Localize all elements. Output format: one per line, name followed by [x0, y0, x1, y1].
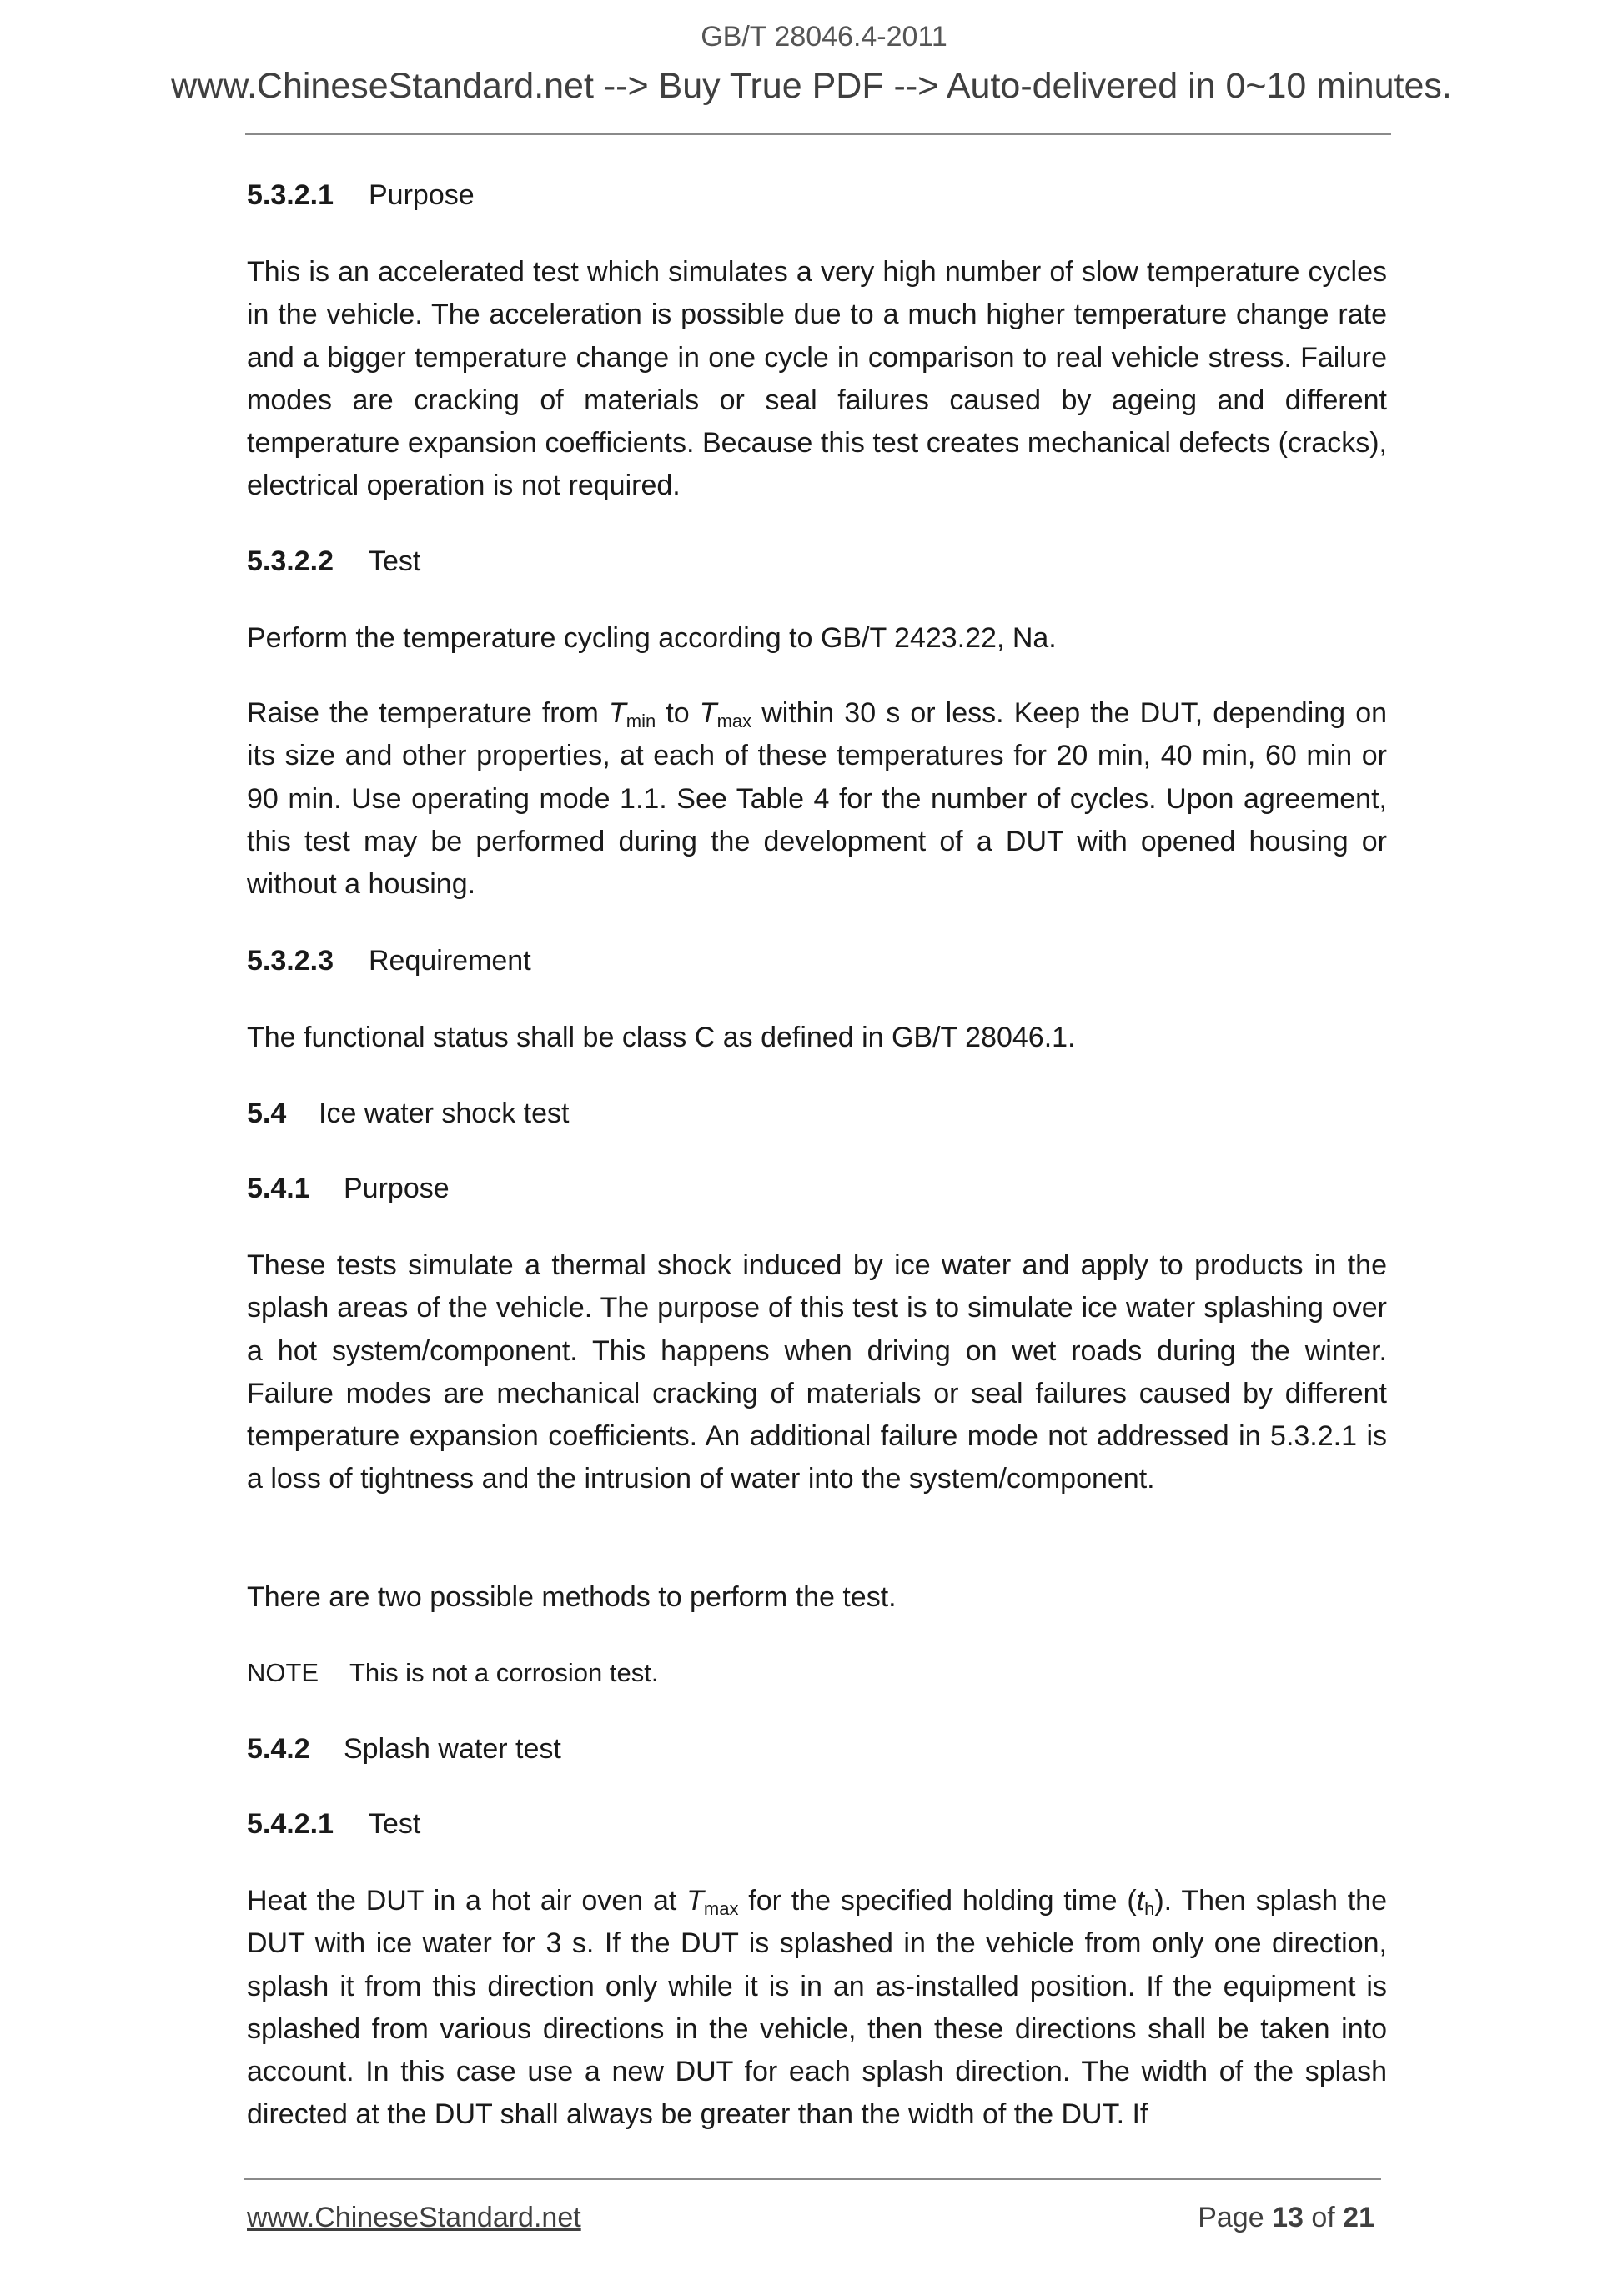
- section-title: Purpose: [369, 179, 475, 211]
- text: Raise the temperature from: [247, 697, 609, 729]
- paragraph-two-methods: There are two possible methods to perform the test.: [247, 1581, 897, 1613]
- page-of: of: [1311, 2202, 1335, 2233]
- page-indicator: [1198, 2202, 1374, 2234]
- section-title: Splash water test: [344, 1733, 561, 1765]
- subscript: max: [703, 1898, 739, 1919]
- heading-5-3-2-1: [247, 174, 1387, 217]
- paragraph-purpose: This is an accelerated test which simulates a very high number of slow temperature cycles in the vehicle. The acceleration is possible due to a much higher temperature change rate and a bigger temperature change in one cycle in comparison to real vehicle stress. Failure modes are cracking of materials or seal failures caused by ageing and different temperature expansion coefficients. Because this test creates mechanical defects (cracks), electrical operation is not required.: [247, 256, 1387, 502]
- section-title: Test: [369, 1808, 421, 1840]
- section-title: Ice water shock test: [319, 1098, 570, 1129]
- paragraph-perform: Perform the temperature cycling according to GB/T 2423.22, Na.: [247, 622, 1057, 654]
- text: to: [656, 697, 700, 729]
- text: ). Then splash the DUT with ice water for 3 s. If the DUT is splashed in the vehicle from only one direction, splash it from this direction only while it is in an as-installed position. If the equipment is splashed from various directions in the vehicle, then these directions shall be taken into account. In this case use a new DUT for each splash direction. The width of the splash directed at the DUT shall always be greater than the width of the DUT. If: [247, 1885, 1387, 2131]
- paragraph-splash-test: [247, 1880, 1387, 2137]
- header-rule: [245, 133, 1391, 135]
- subscript: h: [1144, 1898, 1155, 1919]
- subscript: max: [716, 711, 752, 731]
- symbol: t: [1136, 1885, 1145, 1917]
- heading-5-4-2-1: [247, 1803, 1387, 1846]
- page-current: 13: [1272, 2202, 1304, 2233]
- header-banner[interactable]: www.ChineseStandard.net --> Buy True PDF --> Auto-delivered in 0~10 minutes.: [171, 66, 1452, 106]
- note: [247, 1651, 1387, 1694]
- note-label: NOTE: [247, 1658, 319, 1687]
- page-total: 21: [1343, 2202, 1374, 2233]
- heading-5-3-2-3: [247, 940, 1387, 982]
- page-prefix: Page: [1198, 2202, 1264, 2233]
- subscript: min: [626, 711, 656, 731]
- section-number: 5.3.2.3: [247, 945, 334, 977]
- paragraph-raise-temperature: [247, 692, 1387, 906]
- paragraph-ice-water-purpose: These tests simulate a thermal shock induced by ice water and apply to products in the splash areas of the vehicle. The purpose of this test is to simulate ice water splashing over a hot system/component. This happens when driving on wet roads during the winter. Failure modes are mechanical cracking of materials or seal failures caused by different temperature expansion coefficients. An additional failure mode not addressed in 5.3.2.1 is a loss of tightness and the intrusion of water into the system/component.: [247, 1249, 1387, 1495]
- standard-code: GB/T 28046.4-2011: [701, 21, 947, 53]
- heading-5-4-2: [247, 1728, 1387, 1771]
- heading-5-4-1: [247, 1168, 1387, 1210]
- symbol: T: [608, 697, 626, 729]
- section-number: 5.4.2.1: [247, 1808, 334, 1840]
- paragraph-requirement: The functional status shall be class C as defined in GB/T 28046.1.: [247, 1022, 1076, 1053]
- text: for the specified holding time (: [738, 1885, 1137, 1917]
- symbol: T: [686, 1885, 704, 1917]
- footer-rule: [244, 2178, 1381, 2180]
- section-title: Test: [369, 545, 421, 577]
- text: within 30 s or less. Keep the DUT, depending on its size and other properties, at each of these temperatures for 20 min, 40 min, 60 min or 90 min. Use operating mode 1.1. See Table 4 for the number of cycles. Upon agreement, this test may be performed during the development of a DUT with opened housing or without a housing.: [247, 697, 1388, 901]
- heading-5-3-2-2: [247, 540, 1387, 583]
- section-title: Requirement: [369, 945, 531, 977]
- note-text: This is not a corrosion test.: [349, 1658, 659, 1687]
- section-number: 5.4.2: [247, 1733, 310, 1765]
- section-number: 5.4.1: [247, 1173, 310, 1204]
- section-number: 5.3.2.1: [247, 179, 334, 211]
- footer-link[interactable]: www.ChineseStandard.net: [247, 2202, 581, 2233]
- heading-5-4: [247, 1093, 1387, 1135]
- section-title: Purpose: [344, 1173, 450, 1204]
- text: Heat the DUT in a hot air oven at: [247, 1885, 687, 1917]
- section-number: 5.3.2.2: [247, 545, 334, 577]
- section-number: 5.4: [247, 1098, 287, 1129]
- symbol: T: [699, 697, 717, 729]
